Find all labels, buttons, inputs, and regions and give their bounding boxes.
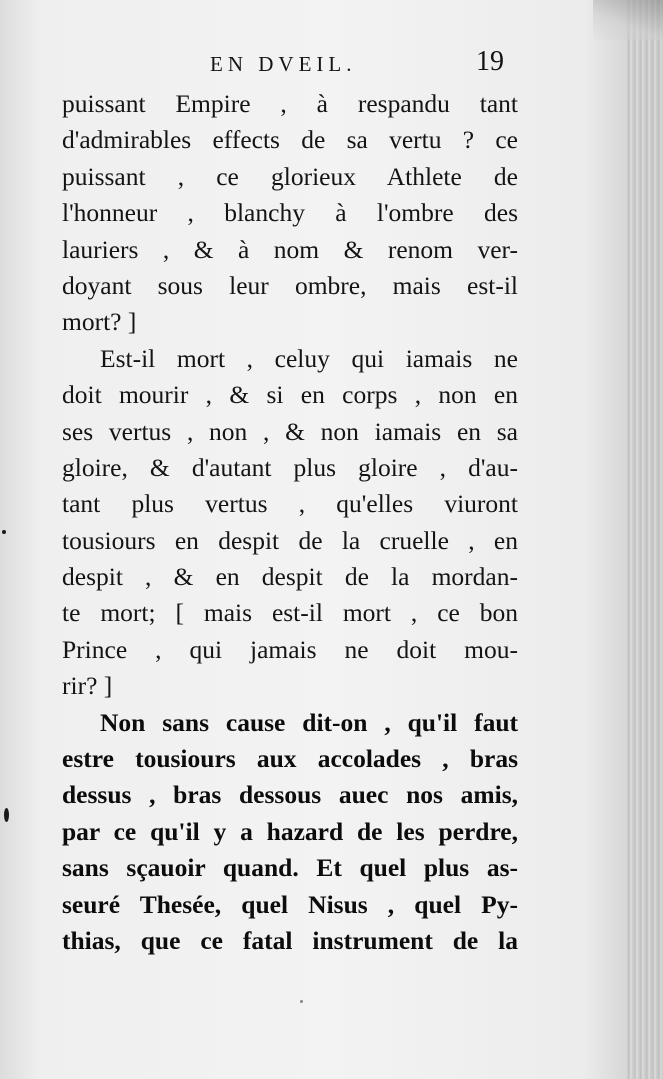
text-line: te mort; [ mais est-il mort , ce bon <box>62 598 518 628</box>
text-line: mort? ] <box>62 307 137 337</box>
text-line: despit , & en despit de la mordan- <box>62 562 518 592</box>
page-number: 19 <box>476 46 504 77</box>
text-line: Prince , qui jamais ne doit mou- <box>62 634 518 664</box>
text-line: dessus , bras dessous auec nos amis, <box>62 780 518 810</box>
text-line: sans sçauoir quand. Et quel plus as- <box>62 853 518 883</box>
text-line: tousiours en despit de la cruelle , en <box>62 525 518 555</box>
text-line: estre tousiours aux accolades , bras <box>62 744 518 774</box>
running-head: EN DVEIL. <box>210 52 357 76</box>
ink-speck <box>300 1000 303 1003</box>
text-line: doit mourir , & si en corps , non en <box>62 380 518 410</box>
text-line: thias, que ce fatal instrument de la <box>62 925 518 955</box>
body-text <box>62 86 518 959</box>
paragraph-start-line: Est-il mort , celuy qui iamais ne <box>100 343 518 373</box>
text-line: par ce qu'il y a hazard de les perdre, <box>62 816 518 846</box>
paragraph-start-line: Non sans cause dit-on , qu'il faut <box>100 707 518 737</box>
text-line: puissant , ce glorieux Athlete de <box>62 161 518 191</box>
text-line: tant plus vertus , qu'elles viuront <box>62 489 518 519</box>
text-line: doyant sous leur ombre, mais est-il <box>62 270 518 300</box>
ink-speck <box>2 530 6 534</box>
ink-speck <box>4 808 9 822</box>
page-corner-shadow <box>593 0 663 40</box>
text-line: gloire, & d'autant plus gloire , d'au- <box>62 452 518 482</box>
page-edge <box>627 0 663 1079</box>
text-line: l'honneur , blanchy à l'ombre des <box>62 198 518 228</box>
text-line: lauriers , & à nom & renom ver- <box>62 234 518 264</box>
text-line: rir? ] <box>62 671 113 701</box>
text-line: d'admirables effects de sa vertu ? ce <box>62 125 518 155</box>
text-line: seuré Thesée, quel Nisus , quel Py- <box>62 889 518 919</box>
text-line: puissant Empire , à respandu tant <box>62 89 518 118</box>
text-line: ses vertus , non , & non iamais en sa <box>62 416 518 446</box>
